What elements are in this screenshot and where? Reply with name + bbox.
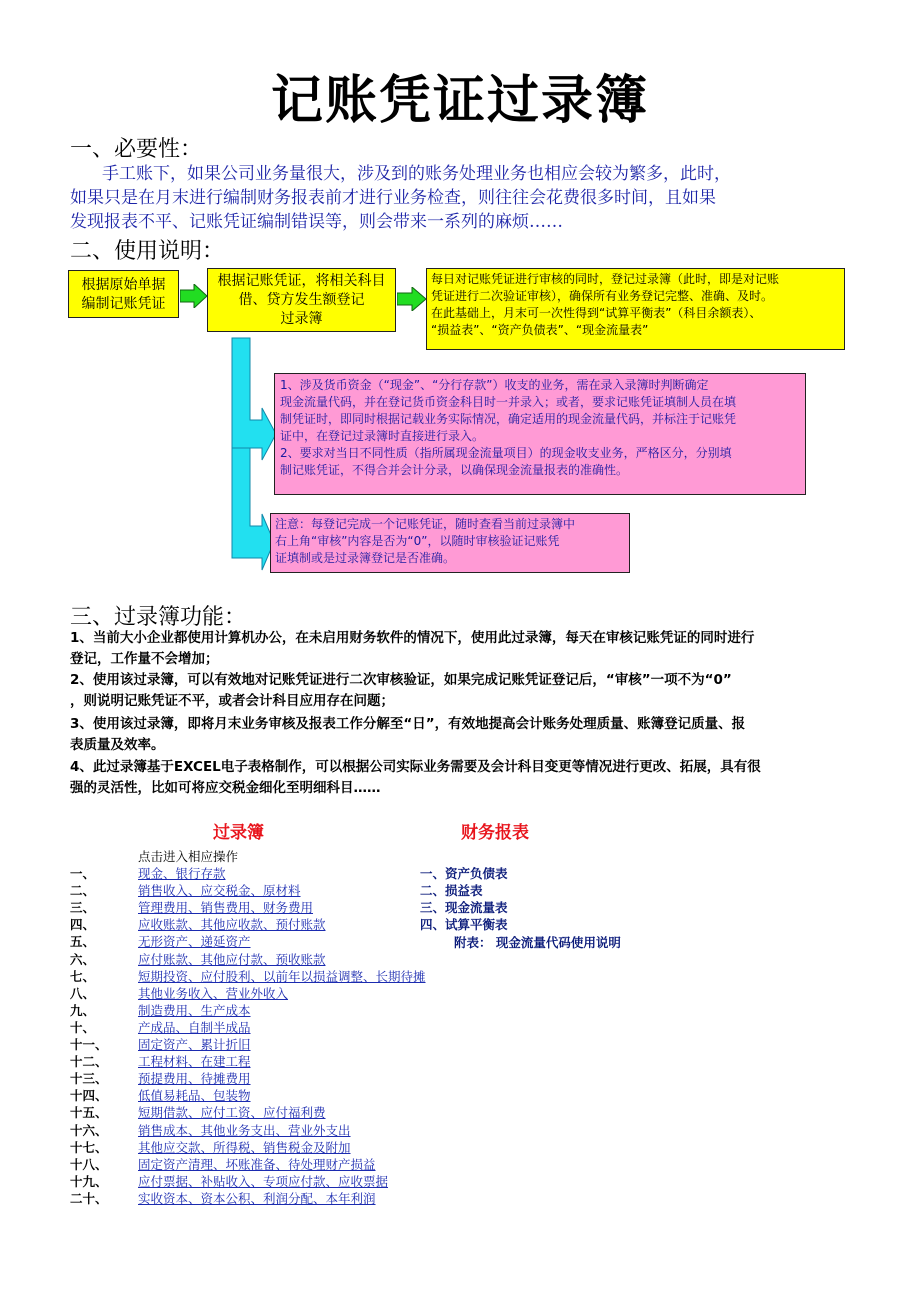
flow-box-original-docs [68, 270, 179, 318]
ledger-link[interactable]: 制造费用、生产成本 [138, 1003, 251, 1018]
box-line: 现金流量代码，并在登记货币资金科目时一并录入；或者，要求记账凭证填制人员在填 [280, 395, 737, 409]
index-number: 十四、 [70, 1088, 108, 1103]
index-number: 八、 [70, 986, 96, 1001]
index-number: 十三、 [70, 1071, 108, 1086]
ledger-link[interactable]: 固定资产、累计折旧 [138, 1037, 251, 1052]
index-number: 十、 [70, 1020, 96, 1035]
index-number: 十二、 [70, 1054, 108, 1069]
feature-line: ，则说明记账凭证不平，或者会计科目应用存在问题； [70, 693, 394, 709]
ledger-link[interactable]: 短期投资、应付股利、以前年以损益调整、长期待摊 [138, 969, 426, 984]
index-number: 十六、 [70, 1123, 108, 1138]
box-line: 1、涉及货币资金（“现金”、“分行存款”）收支的业务，需在录入录簿时判断确定 [280, 378, 709, 392]
index-number: 十一、 [70, 1037, 108, 1052]
section-1-paragraph [70, 162, 860, 234]
flow-box-cash-flow-notes [274, 373, 806, 495]
report-link-trial-balance[interactable]: 四、试算平衡表 [420, 917, 508, 932]
index-number: 六、 [70, 952, 96, 967]
ledger-link[interactable]: 低值易耗品、包装物 [138, 1088, 251, 1103]
box-line: 2、要求对当日不同性质（指所属现金流量项目）的现金收支业务，严格区分，分别填 [280, 446, 732, 460]
ledger-link[interactable]: 实收资本、资本公积、利润分配、本年利润 [138, 1191, 376, 1206]
feature-item [70, 628, 860, 670]
feature-line: 强的灵活性，比如可将应交税金细化至明细科目…… [70, 780, 381, 796]
feature-line: 1、当前大小企业都使用计算机办公，在未启用财务软件的情况下，使用此过录簿，每天在审核记账凭证的同时进行 [70, 630, 755, 646]
index-number: 七、 [70, 969, 96, 984]
index-number: 三、 [70, 900, 96, 915]
feature-line: 登记，工作量不会增加； [70, 651, 219, 667]
ledger-link[interactable]: 无形资产、递延资产 [138, 934, 251, 949]
ledger-link[interactable]: 其他应交款、所得税、销售税金及附加 [138, 1140, 351, 1155]
box-line: 根据原始单据 [81, 277, 166, 293]
box-line: 证中，在登记过录簿时直接进行录入。 [280, 429, 485, 443]
feature-line: 表质量及效率。 [70, 737, 165, 753]
box-line: 在此基础上，月末可一次性得到“试算平衡表”（科目余额表）、 [431, 306, 762, 320]
index-number: 十八、 [70, 1157, 108, 1172]
flow-box-register [207, 268, 396, 332]
feature-line: 3、使用该过录簿，即将月末业务审核及报表工作分解至“日”，有效地提高会计账务处理质量、账簿登记质量、报 [70, 716, 746, 732]
para-line: 如果只是在月末进行编制财务报表前才进行业务检查，则往往会花费很多时间，且如果 [70, 188, 716, 208]
para-line: 发现报表不平、记账凭证编制错误等，则会带来一系列的麻烦…… [70, 212, 563, 232]
flow-box-attention-note [270, 513, 630, 573]
box-line: 编制记账凭证 [81, 296, 166, 312]
report-link-balance-sheet[interactable]: 一、资产负债表 [420, 866, 508, 881]
box-line: 证填制或是过录簿登记是否准确。 [275, 551, 456, 565]
ledger-link[interactable]: 销售收入、应交税金、原材料 [138, 883, 301, 898]
box-line: 凭证进行二次验证审核），确保所有业务登记完整、准确、及时。 [431, 289, 774, 303]
report-link-income-statement[interactable]: 二、损益表 [420, 883, 483, 898]
ledger-link[interactable]: 管理费用、销售费用、财务费用 [138, 900, 314, 915]
ledger-link[interactable]: 应收账款、其他应收款、预付账款 [138, 917, 326, 932]
ledger-link[interactable]: 固定资产清理、坏账准备、待处理财产损益 [138, 1157, 376, 1172]
index-number: 五、 [70, 934, 96, 949]
ledger-index-title: 过录簿 [213, 823, 264, 843]
index-number: 十七、 [70, 1140, 108, 1155]
ledger-link[interactable]: 预提费用、待摊费用 [138, 1071, 251, 1086]
box-line: 注意：每登记完成一个记账凭证，随时查看当前过录簿中 [275, 517, 576, 531]
report-link-appendix[interactable]: 附表： 现金流量代码使用说明 [454, 935, 621, 950]
section-1-heading: 一、必要性： [70, 137, 203, 162]
ledger-link[interactable]: 短期借款、应付工资、应付福利费 [138, 1105, 326, 1120]
box-line: 过录簿 [280, 311, 323, 327]
feature-item [70, 757, 860, 799]
report-link-cash-flow[interactable]: 三、现金流量表 [420, 900, 508, 915]
index-hint: 点击进入相应操作 [138, 849, 239, 864]
ledger-link[interactable]: 产成品、自制半成品 [138, 1020, 251, 1035]
flow-box-daily-audit [426, 268, 845, 350]
index-number: 二十、 [70, 1191, 108, 1206]
index-number: 四、 [70, 917, 96, 932]
ledger-link[interactable]: 应付账款、其他应付款、预收账款 [138, 952, 326, 967]
ledger-link[interactable]: 工程材料、在建工程 [138, 1054, 251, 1069]
feature-line: 4、此过录簿基于EXCEL电子表格制作，可以根据公司实际业务需要及会计科目变更等情况进行更改、拓展，具有很 [70, 759, 761, 775]
ledger-link[interactable]: 销售成本、其他业务支出、营业外支出 [138, 1123, 351, 1138]
arrow-right-icon [180, 284, 208, 308]
box-line: “损益表”、“资产负债表”、“现金流量表” [431, 323, 649, 337]
box-line: 根据记账凭证，将相关科目 [217, 273, 386, 289]
ledger-link[interactable]: 应付票据、补贴收入、专项应付款、应收票据 [138, 1174, 389, 1189]
box-line: 借、贷方发生额登记 [238, 292, 365, 308]
index-number: 十五、 [70, 1105, 108, 1120]
ledger-link[interactable]: 现金、银行存款 [138, 866, 226, 881]
feature-item [70, 670, 860, 712]
index-number: 二、 [70, 883, 96, 898]
box-line: 制凭证时，即同时根据记载业务实际情况，确定适用的现金流量代码，并标注于记账凭 [280, 412, 737, 426]
section-2-heading: 二、使用说明： [70, 239, 225, 264]
arrow-right-icon [397, 287, 427, 311]
box-line: 每日对记账凭证进行审核的同时，登记过录簿（此时，即是对记账 [431, 272, 780, 286]
index-number: 九、 [70, 1003, 96, 1018]
index-number: 一、 [70, 866, 96, 881]
ledger-link[interactable]: 其他业务收入、营业外收入 [138, 986, 289, 1001]
page-title: 记账凭证过录簿 [270, 71, 649, 131]
box-line: 制记账凭证，不得合并会计分录，以确保现金流量报表的准确性。 [280, 463, 629, 477]
box-line: 右上角“审核”内容是否为“0”，以随时审核验证记账凭 [275, 534, 560, 548]
reports-index-title: 财务报表 [461, 823, 529, 843]
index-number: 十九、 [70, 1174, 108, 1189]
feature-item [70, 714, 860, 756]
para-line: 手工账下，如果公司业务量很大，涉及到的账务处理业务也相应会较为繁多，此时， [102, 164, 731, 184]
section-3-heading: 三、过录簿功能： [70, 605, 247, 630]
feature-line: 2、使用该过录簿，可以有效地对记账凭证进行二次审核验证，如果完成记账凭证登记后，“审核”一项不为“0” [70, 672, 732, 688]
